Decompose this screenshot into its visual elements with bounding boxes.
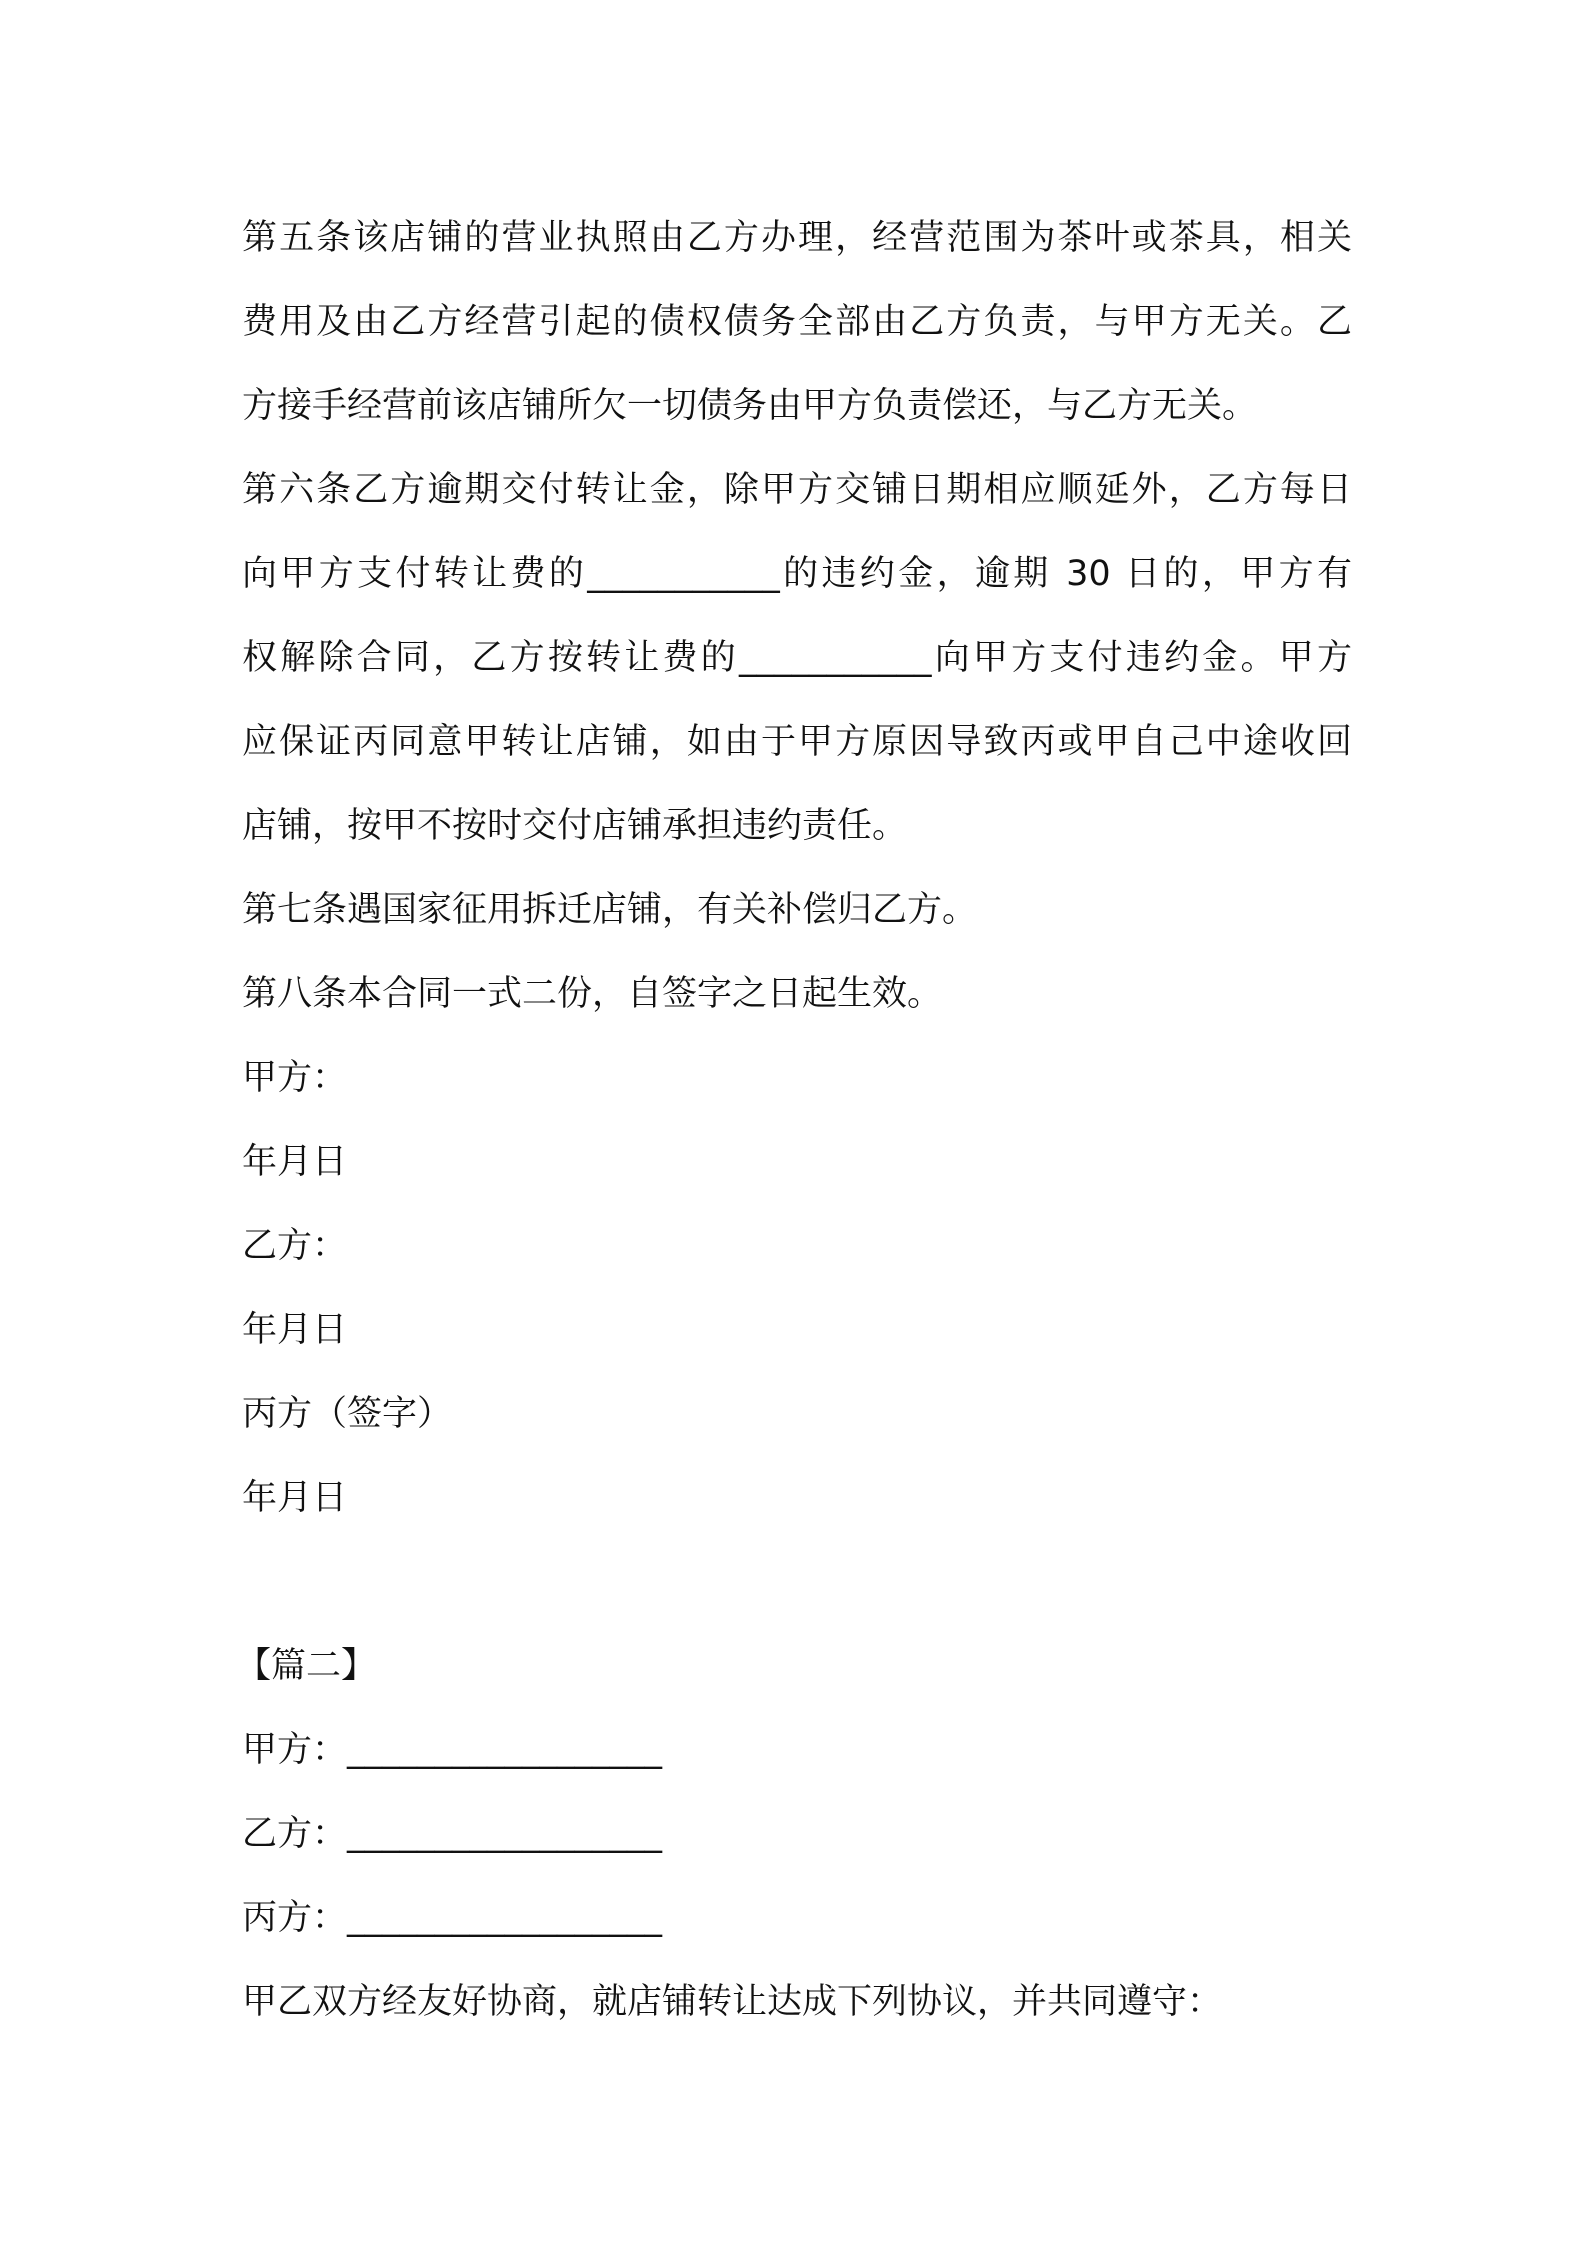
article-6-line-4: 应保证丙同意甲转让店铺，如由于甲方原因导致丙或甲自己中途收回 (242, 722, 1352, 762)
article-8: 第八条本合同一式二份，自签字之日起生效。 (242, 974, 943, 1014)
article-6-line-3: 权解除合同，乙方按转让费的___________向甲方支付违约金。甲方 (242, 638, 1352, 678)
section-2-party-b: 乙方：__________________ (242, 1814, 663, 1854)
signature-party-b: 乙方： (242, 1226, 348, 1266)
article-5-line-2: 费用及由乙方经营引起的债权债务全部由乙方负责，与甲方无关。乙 (242, 302, 1352, 342)
signature-date-b: 年月日 (242, 1310, 348, 1350)
section-2-party-a: 甲方：__________________ (242, 1730, 663, 1770)
section-2-intro: 甲乙双方经友好协商，就店铺转让达成下列协议，并共同遵守： (242, 1982, 1223, 2022)
section-2-party-c: 丙方：__________________ (242, 1898, 663, 1938)
article-6 (242, 448, 1352, 868)
article-7: 第七条遇国家征用拆迁店铺，有关补偿归乙方。 (242, 890, 978, 930)
signature-block (242, 1036, 1352, 1540)
article-6-line-5: 店铺，按甲不按时交付店铺承担违约责任。 (242, 806, 908, 846)
article-6-line-1: 第六条乙方逾期交付转让金，除甲方交铺日期相应顺延外，乙方每日 (242, 470, 1352, 510)
article-5-line-3: 方接手经营前该店铺所欠一切债务由甲方负责偿还，与乙方无关。 (242, 386, 1258, 426)
section-2 (236, 1624, 1352, 2044)
signature-date-c: 年月日 (242, 1478, 348, 1518)
article-5 (242, 196, 1352, 448)
signature-party-c: 丙方（签字） (242, 1394, 453, 1434)
signature-party-a: 甲方： (242, 1058, 348, 1098)
signature-date-a: 年月日 (242, 1142, 348, 1182)
article-5-line-1: 第五条该店铺的营业执照由乙方办理，经营范围为茶叶或茶具，相关 (242, 218, 1352, 258)
article-6-line-2: 向甲方支付转让费的___________的违约金，逾期 30 日的，甲方有 (242, 554, 1352, 594)
document-body (236, 196, 1352, 2044)
section-2-title: 【篇二】 (236, 1646, 377, 1686)
section-spacer (242, 1540, 1352, 1624)
